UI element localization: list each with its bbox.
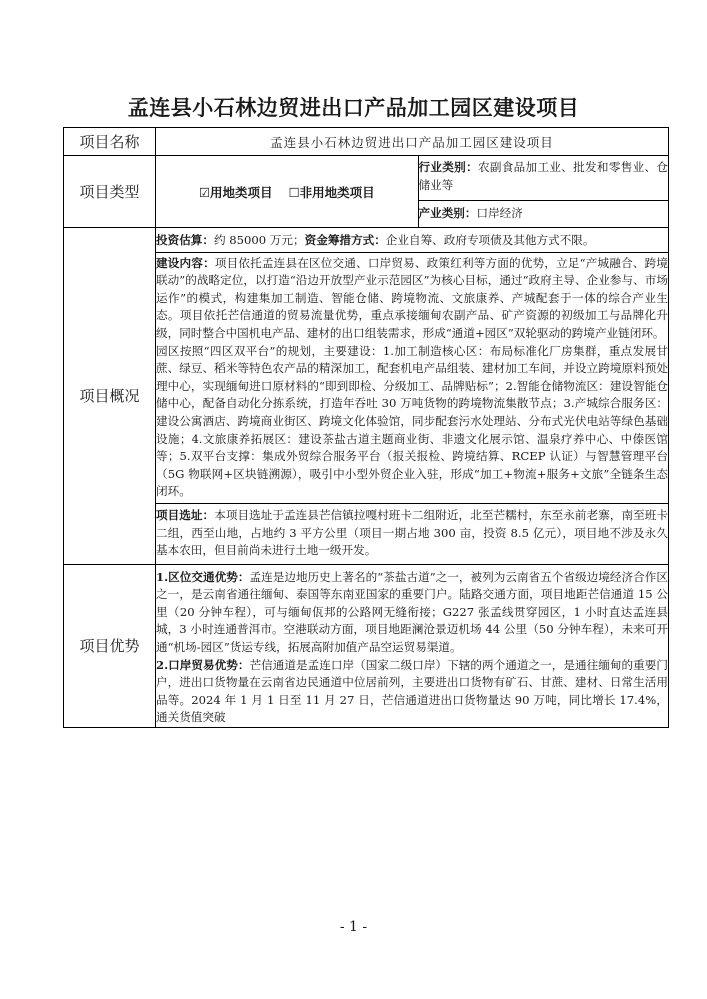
content-para-2: 园区按照“四区双平台”的规划，主要建设：1.加工制造核心区：布局标准化厂房集群，重点发展甘蔗、绿豆、稻米等特色农产品的精深加工，配套机电产品组装、建材加工车间，并设立跨境原料预处理中心，实现缅甸进口原材料的“即到即检、分级加工、品牌贴标”；2.智能仓储物流区：建设智能仓储中心，配备自动化分拣系统，打造年吞吐 30 万吨货物的跨境物流集散节点；3.产城综合服务区：建设公寓酒店、跨境商业街区、跨境文化体验馆，同步配套污水处理站、分布式光伏电站等绿色基础设施；4.文旅康养拓展区：建设茶盐古道主题商业街、非遗文化展示馆、温泉疗养中心、中傣医馆等；5.双平台支撑：集成外贸综合服务平台（报关报检、跨境结算、RCEP 认证）与智慧管理平台（5G 物联网+区块链溯源），吸引中小型外贸企业入驻，形成“加工+物流+服务+文旅”全链条生态闭环。 (156, 343, 668, 499)
content-para-1 (156, 255, 668, 343)
type-inner-table (156, 156, 668, 227)
advantage-1 (156, 569, 668, 657)
site-value: 本项目选址于孟连县芒信镇拉嘎村班卡二组附近，北至芒糯村，东至永前老寨，南至班卡二组，西至山地，占地约 3 平方公里（项目一期占地 300 亩，投资 8.5 亿元），项目地不涉及永久基本农田，但目前尚未进行土地一级开发。 (156, 507, 668, 558)
site-label: 项目选址： (156, 507, 215, 522)
row-project-name (64, 128, 669, 156)
advantage-1-label: 1.区位交通优势： (156, 569, 250, 584)
page-number: - 1 - (339, 919, 368, 935)
project-table (63, 127, 669, 728)
advantage-2-text: 芒信通道是孟连口岸（国家二级口岸）下辖的两个通道之一，是通往缅甸的重要门户，进出口货物量在云南省边民通道中位居前列，主要进出口货物有矿石、甘蔗、建材、日常生活用品等。2024 年 1 月 1 日至 11 月 27 日，芒信通道进出口货物量达 90 万吨，同比增长 17.4%，通关货值突破 (156, 657, 668, 725)
industry-category (418, 156, 668, 201)
nonland-option-label: 非用地类项目 (299, 184, 375, 200)
land-checkbox[interactable]: ☑ (198, 184, 211, 200)
overview-cell (156, 228, 669, 565)
investment-block (156, 228, 668, 252)
funding-label: 资金筹措方式： (304, 233, 386, 247)
advantage-2 (156, 657, 668, 727)
funding-value: 企业自筹、政府专项债及其他方式不限。 (385, 233, 595, 247)
value-project-name: 孟连县小石林边贸进出口产品加工园区建设项目 (156, 128, 669, 156)
advantage-2-label: 2.口岸贸易优势： (156, 657, 250, 672)
land-option-label: 用地类项目 (210, 184, 273, 200)
sector-value: 口岸经济 (476, 206, 523, 221)
industry-value: 农副食品加工业、批发和零售业、仓储业等 (418, 160, 668, 192)
type-cell (156, 156, 669, 228)
content-label: 建设内容： (156, 255, 215, 270)
overview-inner-table (156, 228, 668, 564)
label-advantages: 项目优势 (64, 564, 156, 727)
site-block (156, 503, 668, 563)
content-block (156, 252, 668, 503)
land-options (156, 156, 418, 227)
invest-label: 投资估算： (156, 233, 214, 247)
sector-label: 产业类别： (418, 206, 477, 221)
advantages-cell (156, 564, 669, 727)
row-advantages (64, 564, 669, 727)
label-project-name: 项目名称 (64, 128, 156, 156)
advantage-1-text: 孟连是边地历史上著名的“茶盐古道”之一，被列为云南省五个省级边境经济合作区之一，是云南省通往缅甸、泰国等东南亚国家的重要门户。陆路交通方面，项目地距芒信通道 15 公里（20 分钟车程），可与缅甸佤邦的公路网无缝衔接；G227 张孟线贯穿园区，1 小时直达孟连县城，3 小时连通普洱市。空港联动方面，项目地距澜沧景迈机场 44 公里（50 分钟车程），未来可开通“机场-园区”货运专线，拓展高附加值产品空运贸易渠道。 (156, 569, 669, 655)
row-project-type (64, 156, 669, 228)
row-overview (64, 228, 669, 565)
content-text-1: 项目依托孟连县在区位交通、口岸贸易、政策红利等方面的优势，立足“产城融合、跨境联动”的战略定位，以打造“沿边开放型产业示范园区”为核心目标，通过“政府主导、企业参与、市场运作”的模式，构建集加工制造、智能仓储、跨境物流、文旅康养、产城配套于一体的综合产业生态。项目依托芒信通道的贸易流量优势，重点承接缅甸农副产品、矿产资源的初级加工与品牌化升级，同时整合中国机电产品、建材的出口组装需求，形成“通道+园区”双轮驱动的跨境产业链闭环。 (156, 255, 668, 340)
label-overview: 项目概况 (64, 228, 156, 565)
sector-category (418, 201, 668, 228)
page-title: 孟连县小石林边贸进出口产品加工园区建设项目 (127, 95, 580, 120)
invest-value: 约 85000 万元； (213, 233, 305, 247)
label-project-type: 项目类型 (64, 156, 156, 228)
industry-label: 行业类别： (418, 160, 478, 174)
nonland-checkbox[interactable]: ☐ (288, 184, 300, 200)
